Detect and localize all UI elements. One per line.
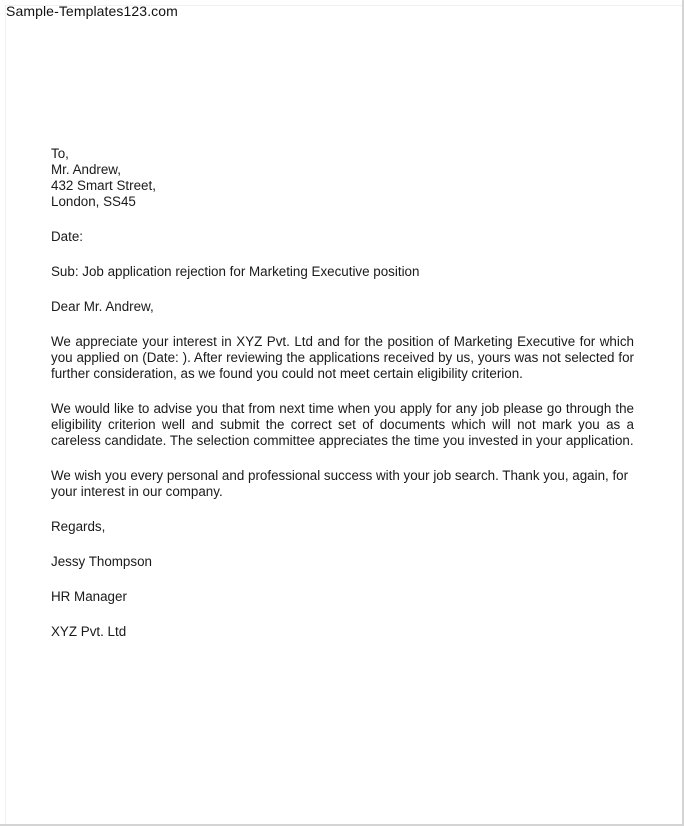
page-frame-left: [5, 5, 6, 824]
site-watermark: Sample-Templates123.com: [6, 3, 178, 19]
body-paragraph: We wish you every personal and professional success with your job search. Thank you, again, for your interest in our company.: [51, 468, 629, 499]
letter-body: [51, 146, 634, 640]
signer-company: XYZ Pvt. Ltd: [51, 624, 127, 639]
body-paragraph: We appreciate your interest in XYZ Pvt. Ltd and for the position of Marketing Executive for which you applied on (Date: ). After reviewing the applications received by us, yours was not selected for further consideration, as we found you could not meet certain eligibility criterion.: [51, 334, 634, 381]
signer-name: Jessy Thompson: [51, 554, 152, 569]
closing: Regards,: [51, 519, 106, 534]
signer-title: HR Manager: [51, 589, 127, 604]
address-line: London, SS45: [51, 194, 136, 209]
address-line: Mr. Andrew,: [51, 162, 121, 177]
recipient-address: [51, 146, 634, 210]
salutation: Dear Mr. Andrew,: [51, 299, 154, 314]
date-line: Date:: [51, 229, 84, 244]
body-paragraph: We would like to advise you that from next time when you apply for any job please go through the eligibility criterion well and submit the correct set of documents which will not mark you as a careless candidate. The selection committee appreciates the time you invested in your application.: [51, 401, 634, 448]
address-line: 432 Smart Street,: [51, 178, 156, 193]
subject-line: Sub: Job application rejection for Marketing Executive position: [51, 264, 420, 279]
address-line: To,: [51, 146, 69, 161]
